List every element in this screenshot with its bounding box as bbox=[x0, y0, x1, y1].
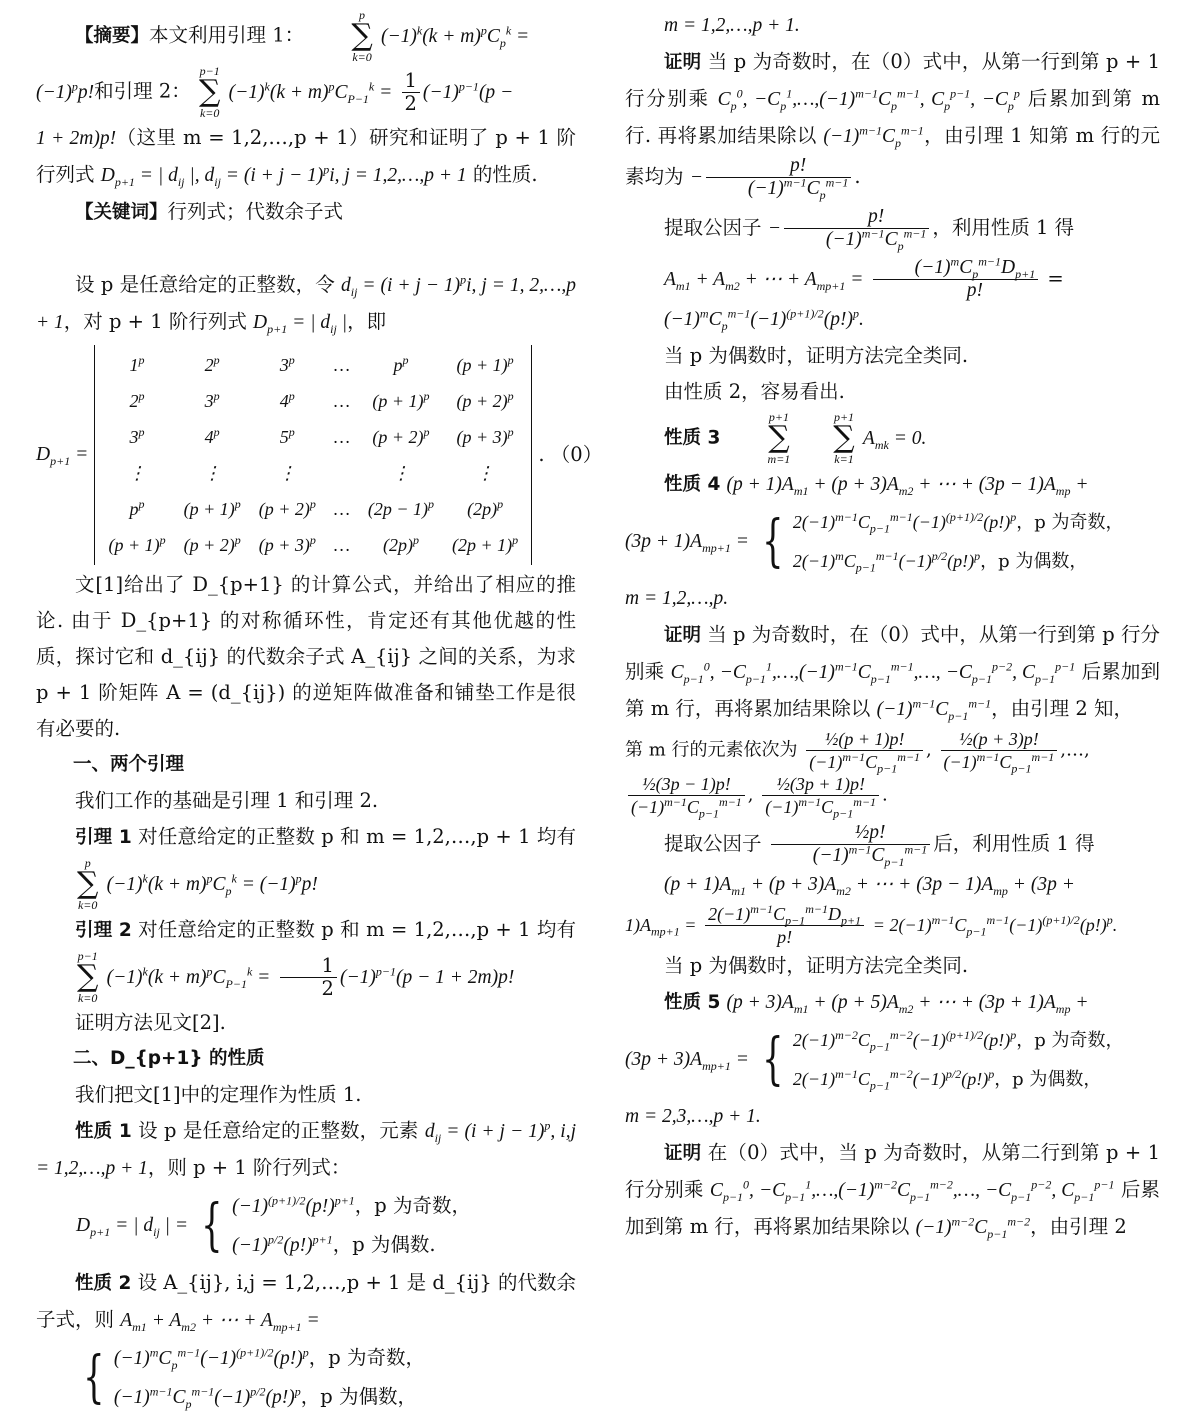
determinant-matrix: 1$^p$ 2$^p$ 3$^p$ … $p^p$ $(p + 1)^p$ 2$^p$ 3$^p$ 4$^p$ … $(p + 1)^p$ $(p + 2)^p$ 3$^p$ 4$^p$ 5$^p$ … $(p + 2)^p$ $(p + 3)^p$ ⋮ ⋮ ⋮ ⋮ ⋮ $p^p$ $(p + 1)^p$ $(p + 2)^p$ … $(2p - 1)^p$ $(2p)^p$ $(p + 1)^p$ $(p + 2)^p$ $(p + 3)^p$ … $(2p)^p$ $(2p + 1)^p$ bbox=[94, 345, 532, 565]
intro: 设 p 是任意给定的正整数，令 $d_{ij} = (i + j - 1)^pi$, j = 1, 2,…,p + 1，对 p + 1 阶行列式 $D_{p+1}$ = | $d_{ij}$ |，即 bbox=[36, 272, 576, 336]
abstract-label: 【摘要】 bbox=[75, 25, 150, 47]
determinant-eq: $D_{p+1}$ = 1$^p$ 2$^p$ 3$^p$ … $p^p$ $(p + 1)^p$ 2$^p$ 3$^p$ 4$^p$ … $(p + 1)^p$ $(p + 2)^p$ 3$^p$ 4$^p$ 5$^p$ … $(p + 2)^p$ $(p + 3)^p$ ⋮ ⋮ ⋮ ⋮ ⋮ $p^p$ $(p + 1)^p$ $(p + 2)^p$ … $(2p - 1)^p$ $(2p)^p$ $(p + 1)^p$ $(p + 2)^p$ $(p + 3)^p$ … $(2p)^p$ $(2p + 1)^p$ . （0） bbox=[36, 345, 576, 565]
proof-2: 证明 当 p 为奇数时，在（0）式中，从第一行到第 p + 1 行分别乘 $C_p^0$, $-C_p^1,\dots,(-1)^{m-1}C_p^{m-1}$, $C_p^{p-1}$, $-C_p^p$ 后累加到第 m 行. 再将累加结果除以 $(-1)^{m-1}C_p^{m-1}$，由引理 1 知第 m 行的元素均为 − $\frac{p!}{(-1)^{m-1}C_p^{m-1}}$ . bbox=[625, 50, 1160, 202]
proof-4: 证明 当 p 为奇数时，在（0）式中，从第一行到第 p 行分别乘 $C_{p-1}^0$, $-C_{p-1}^1,\dots,(-1)^{m-1}C_{p-1}^{m-1},\dots$, $-C_{p-1}^{p-2}$, $C_{p-1}^{p-1}$ 后累加到第 m 行，再将累加结果除以 $(-1)^{m-1}C_{p-1}^{m-1}$，由引理 2 知， bbox=[625, 623, 1160, 723]
property-4: 性质 4 $(p + 1)A_{m1} + (p + 3)A_{m2}$ + ⋯ + $(3p - 1)A_{mp}$ + bbox=[664, 474, 1089, 498]
lemma-1: 引理 1 对任意给定的正整数 p 和 m = 1,2,…,p + 1 均有 p ∑ k=0 $(-1)^k(k + m)^pC_p^k = (-1)^pp$! bbox=[75, 825, 576, 912]
equation-number: （0） bbox=[550, 443, 603, 466]
keywords: 【关键词】行列式；代数余子式 bbox=[75, 200, 344, 223]
lemma-2: 引理 2 对任意给定的正整数 p 和 m = 1,2,…,p + 1 均有 p−1 ∑ k=0 $(-1)^k(k + m)^pC_{P-1}^k$ = $\frac{1}{2}$ $(-1)^{p-1}(p - 1 + 2m)p$! bbox=[75, 918, 576, 1005]
property-1: 性质 1 设 p 是任意给定的正整数，元素 $d_{ij} = (i + j - 1)^p$, i,j = 1,2,…,p + 1，则 p + 1 阶行列式： bbox=[36, 1118, 576, 1179]
section-heading-1: 一、两个引理 bbox=[73, 754, 185, 775]
property-3: 性质 3 p+1 ∑ m=1 p+1 ∑ k=1 $A_{mk} = 0$. bbox=[664, 410, 927, 466]
section-heading-2: 二、D_{p+1} 的性质 bbox=[73, 1048, 265, 1069]
abstract-cont: $(-1)^pp$!和引理 2： p−1 ∑ k=0 $(-1)^k(k + m)^pC_{P-1}^k$ = $\frac{1}{2}$ $(-1)^{p-1}(p$ − bbox=[36, 64, 514, 120]
right-column: m = 1,2,…,p + 1. 证明 当 p 为奇数时，在（0）式中，从第一行到第 p + 1 行分别乘 $C_p^0$, $-C_p^1,\dots,(-1)^{m-1}C_p^{m-1}$, $C_p^{p-1}$, $-C_p^p$ 后累加到第 m 行. 再将累加结果除以 $(-1)^{m-1}C_p^{m-1}$，由引理 1 知第 m 行的元素均为 − $\frac{p!}{(-1)^{m-1}C_p^{m-1}}$ . 提取公因子 − $\frac{p!}{(-1)^{m-1}C_p^{m-1}}$ ，利用性质 1 得 $A_{m1} + A_{m2}$ + ⋯ + $A_{mp+1}$ = $\frac{(-1)^mC_p^{m-1}D_{p+1}}{p!}$ = $(-1)^mC_p^{m-1}(-1)^{(p+1)/2}(p!)^p$. 当 p 为偶数时，证明方法完全类同. 由性质 2，容易看出. 性质 3 p+1 ∑ m=1 p+1 ∑ k=1 $A_{mk} = 0$. 性质 4 $(p + 1)A_{m1} + (p + 3)A_{m2}$ + ⋯ + $(3p - 1)A_{mp}$ + $(3p + 1)A_{mp+1}$ = { $2(-1)^{m-1}C_{p-1}^{m-1}(-1)^{(p+1)/2}(p!)^p$，p 为奇数， $2(-1)^mC_{p-1}^{m-1}(-1)^{p/2}(p!)^p$，p 为偶数， m = 1,2,…,p. 证明 当 p 为奇数时，在（0）式中，从第一行到第 p 行分别乘 $C_{p-1}^0$, $-C_{p-1}^1,\dots,(-1)^{m-1}C_{p-1}^{m-1},\dots$, $-C_{p-1}^{p-2}$, $C_{p-1}^{p-1}$ 后累加到第 m 行，再将累加结果除以 $(-1)^{m-1}C_{p-1}^{m-1}$，由引理 2 知， 第 m 行的元素依次为 $\frac{\text{½(p + 1)p!}}{(-1)^{m-1}C_{p-1}^{m-1}}$ , $\frac{\text{½(p + 3)p!}}{(-1)^{m-1}C_{p-1}^{m-1}}$ ,…, $\frac{\text{½(3p − 1)p!}}{(-1)^{m-1}C_{p-1}^{m-1}}$ , $\frac{\text{½(3p + 1)p!}}{(-1)^{m-1}C_{p-1}^{m-1}}$ . 提取公因子 $\frac{\text{½p!}}{(-1)^{m-1}C_{p-1}^{m-1}}$ 后，利用性质 1 得 $(p + 1)A_{m1} + (p + 3)A_{m2}$ + ⋯ + $(3p - 1)A_{mp} + (3p$ + $1)A_{mp+1}$ = $\frac{2(-1)^{m-1}C_{p-1}^{m-1}D_{p+1}}{p!}$ = $2(-1)^{m-1}C_{p-1}^{m-1}(-1)^{(p+1)/2}(p!)^p$. 当 p 为偶数时，证明方法完全类同. 性质 5 $(p + 3)A_{m1} + (p + 5)A_{m2}$ + ⋯ + $(3p + 1)A_{mp}$ + $(3p + 3)A_{mp+1}$ = { $2(-1)^{m-2}C_{p-1}^{m-2}(-1)^{(p+1)/2}(p!)^p$，p 为奇数， $2(-1)^{m-1}C_{p-1}^{m-2}(-1)^{p/2}(p!)^p$，p 为偶数， m = 2,3,…,p + 1. 证明 在（0）式中，当 p 为奇数时，从第二行到第 p + 1 行分别乘 $C_{p-1}^0$, $-C_{p-1}^1,\dots,(-1)^{m-2}C_{p-1}^{m-2},\dots$, $-C_{p-1}^{p-2}$, $C_{p-1}^{p-1}$ 后累加到第 m 行，再将累加结果除以 $(-1)^{m-2}C_{p-1}^{m-2}$，由引理 2 bbox=[625, 8, 1160, 1246]
property-2: 性质 2 设 A_{ij}, i,j = 1,2,…,p + 1 是 d_{ij} 的代数余子式，则 $A_{m1} + A_{m2}$ + ⋯ + $A_{mp+1}$ = bbox=[36, 1271, 576, 1334]
abstract: 【摘要】本文利用引理 1： p ∑ k=0 $(-1)^k(k + m)^pC_p^k$ = bbox=[75, 8, 530, 64]
property-5: 性质 5 $(p + 3)A_{m1} + (p + 5)A_{m2}$ + ⋯ + $(3p + 1)A_{mp}$ + bbox=[664, 992, 1089, 1016]
proof-5: 证明 在（0）式中，当 p 为奇数时，从第二行到第 p + 1 行分别乘 $C_{p-1}^0$, $-C_{p-1}^1,\dots,(-1)^{m-2}C_{p-1}^{m-2},\dots$, $-C_{p-1}^{p-2}$, $C_{p-1}^{p-1}$ 后累加到第 m 行，再将累加结果除以 $(-1)^{m-2}C_{p-1}^{m-2}$，由引理 2 bbox=[625, 1141, 1160, 1241]
left-column: 【摘要】本文利用引理 1： p ∑ k=0 $(-1)^k(k + m)^pC_p^k$ = $(-1)^pp$!和引理 2： p−1 ∑ k=0 $(-1)^k(k + m)^pC_{P-1}^k$ = $\frac{1}{2}$ $(-1)^{p-1}(p$ − 1 + 2m)p!（这里 m = 1,2,…,p + 1）研究和证明了 p + 1 阶行列式 $D_{p+1}$ = | $d_{ij}$ |, $d_{ij} = (i + j - 1)^pi$, j = 1,2,…,p + 1 的性质. 【关键词】行列式；代数余子式 设 p 是任意给定的正整数，令 $d_{ij} = (i + j - 1)^pi$, j = 1, 2,…,p + 1，对 p + 1 阶行列式 $D_{p+1}$ = | $d_{ij}$ |，即 $D_{p+1}$ = 1$^p$ 2$^p$ 3$^p$ … $p^p$ $(p + 1)^p$ 2$^p$ 3$^p$ 4$^p$ … $(p + 1)^p$ $(p + 2)^p$ 3$^p$ 4$^p$ 5$^p$ … $(p + 2)^p$ $(p + 3)^p$ ⋮ ⋮ ⋮ ⋮ ⋮ $p^p$ $(p + 1)^p$ $(p + 2)^p$ … $(2p - 1)^p$ $(2p)^p$ $(p + 1)^p$ $(p + 2)^p$ $(p + 3)^p$ … $(2p)^p$ $(2p + 1)^p$ . （0） 文[1]给出了 D_{p+1} 的计算公式，并给出了相应的推论. 由于 D_{p+1} 的对称循环性，肯定还有其他优越的性质，探讨它和 d_{ij} 的代数余子式 A_{ij} 之间的关系，为求 p + 1 阶矩阵 A = (d_{ij}) 的逆矩阵做准备和铺垫工作是很有必要的. 一、两个引理 我们工作的基础是引理 1 和引理 2. 引理 1 对任意给定的正整数 p 和 m = 1,2,…,p + 1 均有 p ∑ k=0 $(-1)^k(k + m)^pC_p^k = (-1)^pp$! 引理 2 对任意给定的正整数 p 和 m = 1,2,…,p + 1 均有 p−1 ∑ k=0 $(-1)^k(k + m)^pC_{P-1}^k$ = $\frac{1}{2}$ $(-1)^{p-1}(p - 1 + 2m)p$! 证明方法见文[2]. 二、D_{p+1} 的性质 我们把文[1]中的定理作为性质 1. 性质 1 设 p 是任意给定的正整数，元素 $d_{ij} = (i + j - 1)^p$, i,j = 1,2,…,p + 1，则 p + 1 阶行列式： $D_{p+1}$ = | $d_{ij}$ | = { $(-1)^{(p+1)/2}(p!)^{p+1}$，p 为奇数， $(-1)^{p/2}(p!)^{p+1}$，p 为偶数. 性质 2 设 A_{ij}, i,j = 1,2,…,p + 1 是 d_{ij} 的代数余子式，则 $A_{m1} + A_{m2}$ + ⋯ + $A_{mp+1}$ = { $(-1)^mC_p^{m-1}(-1)^{(p+1)/2}(p!)^p$，p 为奇数， $(-1)^{m-1}C_p^{m-1}(-1)^{p/2}(p!)^p$，p 为偶数， bbox=[36, 8, 603, 1411]
keywords-label: 【关键词】 bbox=[75, 202, 168, 223]
paragraph-1: 文[1]给出了 D_{p+1} 的计算公式，并给出了相应的推论. 由于 D_{p+1} 的对称循环性，肯定还有其他优越的性质，探讨它和 d_{ij} 的代数余子式 A_{ij} 之间的关系，为求 p + 1 阶矩阵 A = (d_{ij}) 的逆矩阵做准备和铺垫工作是很有必要的. bbox=[36, 573, 576, 740]
